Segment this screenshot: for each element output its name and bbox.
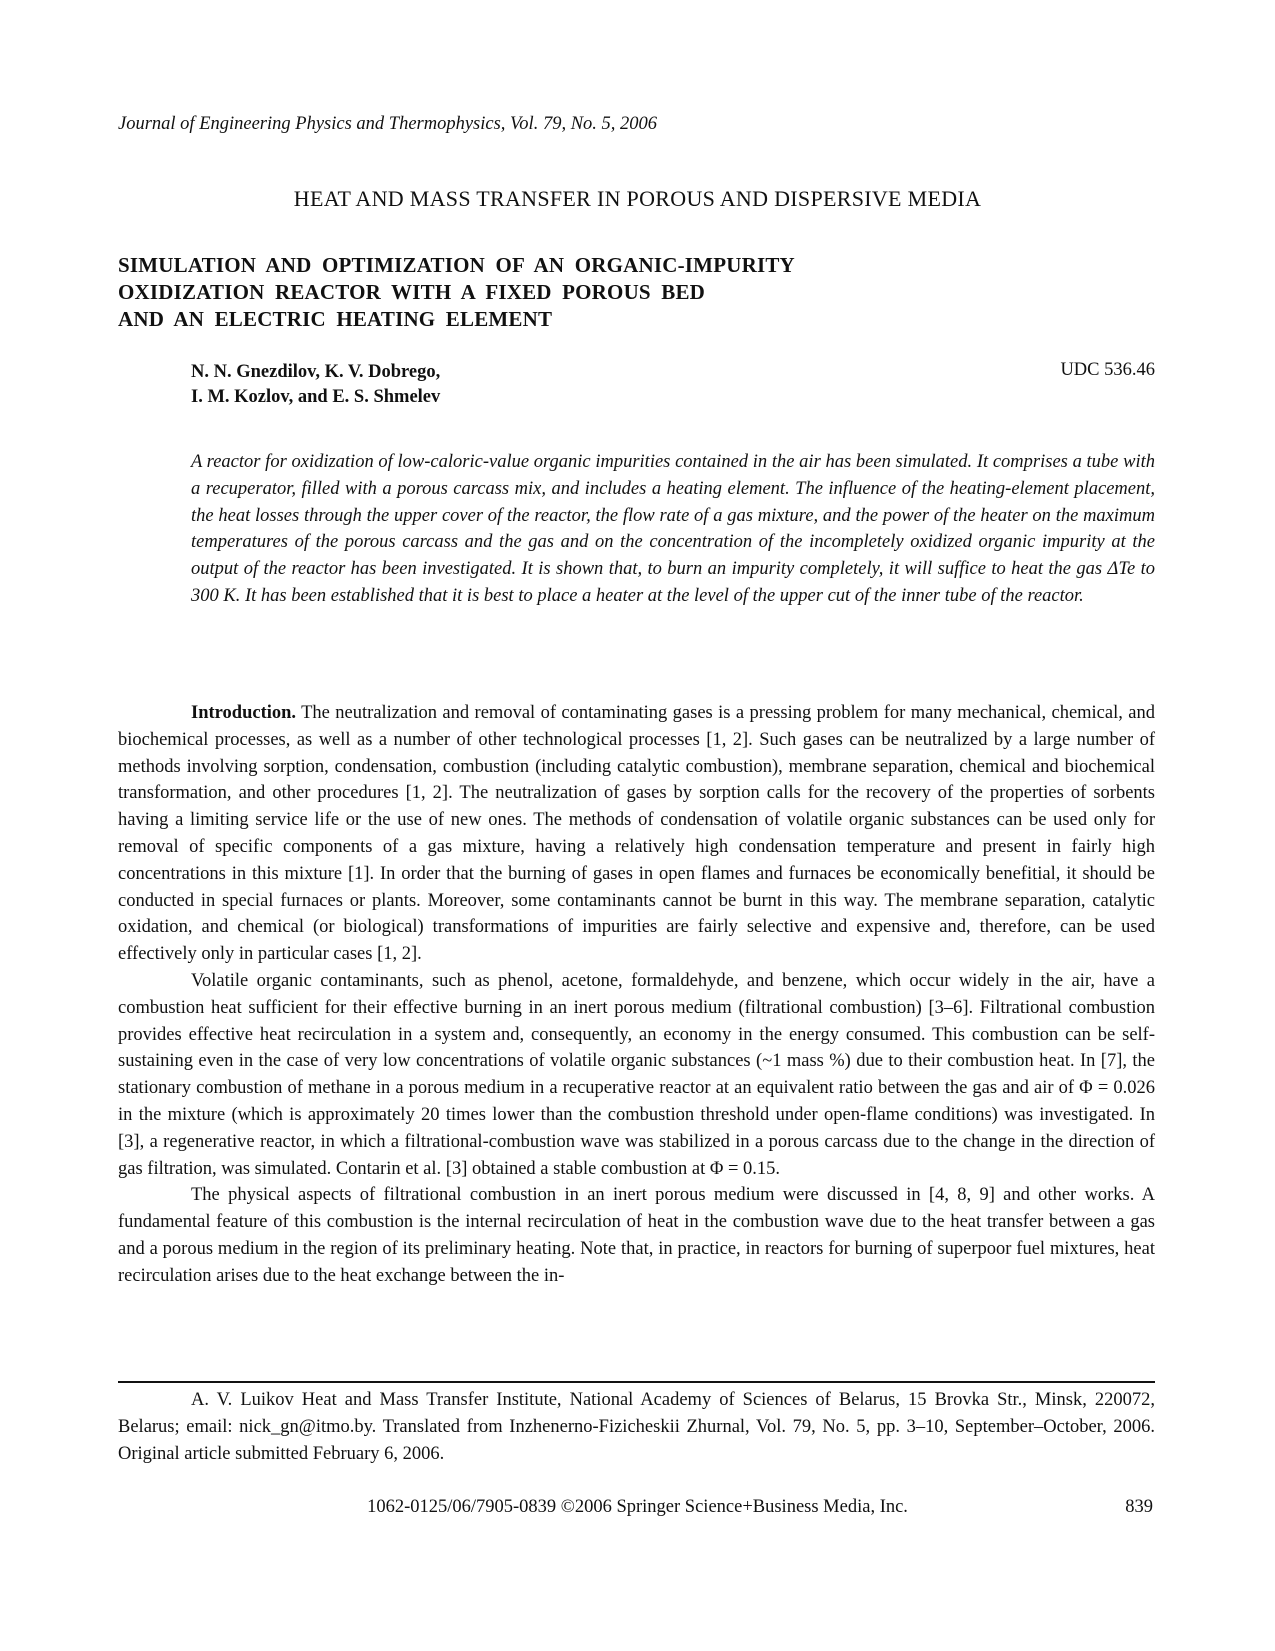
body-paragraph: The physical aspects of filtrational combustion in an inert porous medium were discussed in [4, 8, 9] and other works. A fundamental feature of this combustion is the internal recirculation of heat in the combustion wave due to the heat transfer between a gas and a porous medium in the region of its preliminary heating. Note that, in practice, in reactors for burning of superpoor fuel mixtures, heat recirculation arises due to the heat exchange between the in- — [118, 1185, 1155, 1286]
copyright-line: 1062-0125/06/7905-0839 ©2006 Springer Science+Business Media, Inc. — [367, 1497, 908, 1517]
abstract: A reactor for oxidization of low-caloric-value organic impurities contained in the air has been simulated. It comprises a tube with a recuperator, filled with a porous carcass mix, and includes a heating element. The influence of the heating-element placement, the heat losses through the upper cover of the reactor, the flow rate of a gas mixture, and the power of the heater on the maximum temperatures of the porous carcass and the gas and on the concentration of the incompletely oxidized organic impurity at the output of the reactor has been investigated. It is shown that, to burn an impurity completely, it will suffice to heat the gas ΔTe to 300 K. It has been established that it is best to place a heater at the level of the upper cut of the inner tube of the reactor. — [191, 452, 1155, 606]
title-line: OXIDIZATION REACTOR WITH A FIXED POROUS BED — [118, 280, 706, 304]
author-line: N. N. Gnezdilov, K. V. Dobrego, — [191, 362, 441, 382]
title-line: SIMULATION AND OPTIMIZATION OF AN ORGANIC-IMPURITY — [118, 253, 795, 277]
affiliation-text: A. V. Luikov Heat and Mass Transfer Institute, National Academy of Sciences of Belarus, 15 Brovka Str., Minsk, 220072, Belarus; email: nick_gn@itmo.by. Translated from Inzhenerno-Fizicheskii Zhurnal, Vol. 79, No. 5, pp. 3–10, September–October, 2006. Original article submitted February 6, 2006. — [118, 1390, 1155, 1464]
footnote-divider — [118, 1381, 1155, 1383]
title-line: AND AN ELECTRIC HEATING ELEMENT — [118, 307, 553, 331]
affiliation-footnote — [118, 1387, 1155, 1467]
article-body — [118, 700, 1155, 1290]
author-line: I. M. Kozlov, and E. S. Shmelev — [191, 387, 441, 407]
paragraph-text: The neutralization and removal of contaminating gases is a pressing problem for many mechanical, chemical, and biochemical processes, as well as a number of other technological processes [1, 2]. Such gases can be neutralized by a large number of methods involving sorption, condensation, combustion (including catalytic combustion), membrane separation, chemical and biochemical transformation, and other procedures [1, 2]. The neutralization of gases by sorption calls for the recovery of the properties of sorbents having a limiting service life or the use of new ones. The methods of condensation of volatile organic substances can be used only for removal of specific components of a gas mixture, having a relatively high condensation temperature and present in fairly high concentrations in this mixture [1]. In order that the burning of gases in open flames and furnaces be economically benefitial, it should be conducted in special furnaces or plants. Moreover, some contaminants cannot be burnt in this way. The membrane separation, catalytic oxidation, and chemical (or biological) transformations of impurities are fairly selective and expensive and, therefore, can be used effectively only in particular cases [1, 2]. — [118, 703, 1156, 965]
section-heading: HEAT AND MASS TRANSFER IN POROUS AND DISPERSIVE MEDIA — [293, 186, 982, 211]
body-paragraph: Volatile organic contaminants, such as phenol, acetone, formaldehyde, and benzene, which occur widely in the air, have a combustion heat sufficient for their effective burning in an inert porous medium (filtrational combustion) [3–6]. Filtrational combustion provides effective heat recirculation in a system and, consequently, an economy in the energy consumed. This combustion can be self-sustaining even in the case of very low concentrations of volatile organic substances (~1 mass %) due to their combustion heat. In [7], the stationary combustion of methane in a porous medium in a recuperative reactor at an equivalent ratio between the gas and air of Φ = 0.026 in the mixture (which is approximately 20 times lower than the combustion threshold under open-flame conditions) was investigated. In [3], a regenerative reactor, in which a filtrational-combustion wave was stabilized in a porous carcass due to the change in the direction of gas filtration, was simulated. Contarin et al. [3] obtained a stable combustion at Φ = 0.15. — [118, 970, 1155, 1179]
author-list — [191, 360, 440, 410]
intro-heading: Introduction. — [191, 703, 297, 723]
udc-code: UDC 536.46 — [1060, 360, 1155, 380]
page-number: 839 — [1125, 1497, 1153, 1517]
body-paragraph — [118, 700, 1155, 968]
article-title — [118, 252, 795, 333]
journal-header: Journal of Engineering Physics and Thermophysics, Vol. 79, No. 5, 2006 — [118, 114, 658, 134]
